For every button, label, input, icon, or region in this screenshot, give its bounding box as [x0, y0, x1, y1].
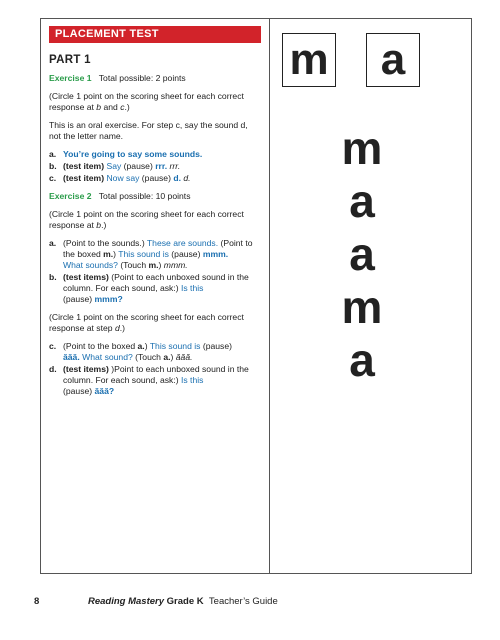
column-sound: a	[349, 175, 375, 227]
step-a: a. (Point to the sounds.) These are sounds. (Point to the boxed m.) This sound is (pause) mmm. What sounds? (Touch m.) mmm.	[49, 238, 253, 270]
column-divider	[269, 18, 270, 574]
instructions-column	[49, 26, 261, 397]
step-d: d. (test items) )Point to each unboxed sound in the column. For each sound, ask:) Is this (pause) ăăă?	[49, 364, 249, 396]
page-footer	[34, 596, 278, 607]
boxed-sound-m: m	[282, 33, 336, 87]
part-title: PART 1	[49, 54, 91, 66]
column-sound: a	[349, 334, 375, 386]
exercise-1-scoring-note: (Circle 1 point on the scoring sheet for each correct response at b and c.)	[49, 91, 244, 112]
sound-column	[332, 122, 392, 387]
oral-note: This is an oral exercise. For step c, say the sound d, not the letter name.	[49, 120, 248, 141]
section-banner: PLACEMENT TEST	[49, 26, 261, 43]
exercise-2-scoring-note-2: (Circle 1 point on the scoring sheet for each correct response at step d.)	[49, 312, 244, 333]
exercise-1-total: Total possible: 2 points	[98, 73, 186, 83]
boxed-sound-a: a	[366, 33, 420, 87]
book-title: Reading Mastery Grade K Teacher’s Guide	[88, 596, 278, 607]
exercise-1-steps	[49, 149, 261, 184]
exercise-2-header	[49, 191, 261, 202]
step-b: b. (test item) Say (pause) rrr. rrr.	[49, 161, 181, 171]
exercise-2-scoring-note: (Circle 1 point on the scoring sheet for each correct response at b.)	[49, 209, 244, 230]
column-sound: a	[349, 228, 375, 280]
step-c: c. (Point to the boxed a.) This sound is (pause) ăăă. What sound? (Touch a.) ăăă.	[49, 341, 232, 362]
exercise-2-steps-ab	[49, 238, 261, 305]
column-sound: m	[341, 281, 383, 333]
exercise-1-label: Exercise 1	[49, 73, 92, 83]
exercise-2-steps-cd	[49, 341, 261, 397]
step-b: b. (test items) (Point to each unboxed sound in the column. For each sound, ask:) Is this (pause) mmm?	[49, 272, 249, 304]
step-c: c. (test item) Now say (pause) d. d.	[49, 173, 191, 183]
exercise-2-label: Exercise 2	[49, 191, 92, 201]
exercise-1-header	[49, 73, 261, 84]
page-number: 8	[34, 596, 40, 607]
exercise-2-total: Total possible: 10 points	[98, 191, 191, 201]
step-a: a. You’re going to say some sounds.	[49, 149, 203, 159]
column-sound: m	[341, 122, 383, 174]
